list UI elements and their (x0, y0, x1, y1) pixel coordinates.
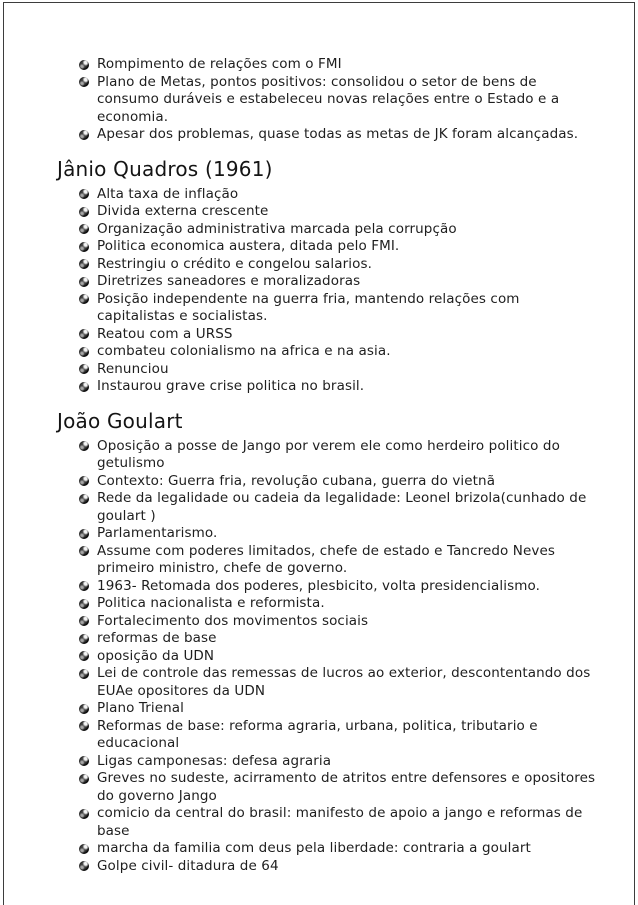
section-heading: Jânio Quadros (1961) (57, 156, 273, 181)
list-item (79, 126, 597, 144)
yin-yang-ball-bullet-icon (79, 277, 89, 287)
list-item-text: Lei de controle das remessas de lucros ao exterior, descontentando dos EUAe opositores da UDN (97, 665, 591, 699)
list-item-text: Parlamentarismo. (97, 525, 218, 541)
list-item-text: reformas de base (97, 630, 217, 646)
list-item (79, 770, 597, 805)
yin-yang-ball-bullet-icon (79, 329, 89, 339)
list-item-text: Ligas camponesas: defesa agraria (97, 752, 332, 769)
yin-yang-ball-bullet-icon (79, 189, 89, 199)
yin-yang-ball-bullet-icon (79, 441, 89, 451)
list-item-text: comicio da central do brasil: manifesto de apoio a jango e reformas de base (97, 805, 583, 839)
yin-yang-ball-bullet-icon (79, 207, 89, 217)
list-item (79, 805, 597, 840)
list-item-text: Fortalecimento dos movimentos sociais (97, 612, 369, 629)
list-item-text: Greves no sudeste, acirramento de atritos entre defensores e opositores do governo Jango (97, 770, 596, 804)
yin-yang-ball-bullet-icon (79, 546, 89, 556)
list-item (79, 361, 597, 379)
yin-yang-ball-bullet-icon (79, 130, 89, 140)
yin-yang-ball-bullet-icon (79, 599, 89, 609)
yin-yang-ball-bullet-icon (79, 476, 89, 486)
yin-yang-ball-bullet-icon (79, 224, 89, 234)
list-item-text: Renunciou (97, 360, 169, 377)
yin-yang-ball-bullet-icon (79, 616, 89, 626)
list-item (79, 378, 597, 396)
list-item-text: Alta taxa de inflação (97, 185, 239, 202)
list-item-text: Rompimento de relações com o FMI (97, 56, 342, 72)
list-item-text: Divida externa crescente (97, 203, 269, 219)
section-0 (57, 56, 597, 144)
list-item (79, 256, 597, 274)
list-item (79, 291, 597, 326)
list-item-text: Organização administrativa marcada pela corrupção (97, 220, 457, 237)
list-item (79, 665, 597, 700)
yin-yang-ball-bullet-icon (79, 861, 89, 871)
yin-yang-ball-bullet-icon (79, 60, 89, 70)
document-content (57, 56, 597, 885)
yin-yang-ball-bullet-icon (79, 529, 89, 539)
list-item-text: Plano Trienal (97, 700, 185, 716)
yin-yang-ball-bullet-icon (79, 581, 89, 591)
bullet-list (57, 438, 597, 876)
list-item (79, 525, 597, 543)
list-item (79, 578, 597, 596)
list-item-text: Reformas de base: reforma agraria, urbana, politica, tributario e educacional (97, 717, 538, 751)
list-item-text: marcha da familia com deus pela liberdade: contraria a goulart (97, 840, 531, 856)
list-item-text: combateu colonialismo na africa e na asia. (97, 343, 391, 359)
yin-yang-ball-bullet-icon (79, 382, 89, 392)
list-item (79, 490, 597, 525)
list-item-text: Politica economica austera, ditada pelo FMI. (97, 238, 400, 254)
yin-yang-ball-bullet-icon (79, 77, 89, 87)
list-item (79, 648, 597, 666)
list-item-text: Diretrizes saneadores e moralizadoras (97, 273, 361, 289)
list-item-text: Oposição a posse de Jango por verem ele como herdeiro politico do getulismo (97, 437, 560, 471)
list-item-text: Contexto: Guerra fria, revolução cubana, guerra do vietnã (97, 472, 496, 489)
yin-yang-ball-bullet-icon (79, 774, 89, 784)
list-item-text: Reatou com a URSS (97, 325, 233, 342)
list-item (79, 858, 597, 876)
list-item (79, 343, 597, 361)
list-item (79, 473, 597, 491)
yin-yang-ball-bullet-icon (79, 242, 89, 252)
section-1 (57, 157, 597, 396)
list-item-text: Politica nacionalista e reformista. (97, 595, 325, 611)
yin-yang-ball-bullet-icon (79, 756, 89, 766)
list-item (79, 718, 597, 753)
section-heading: João Goulart (57, 408, 183, 433)
list-item (79, 56, 597, 74)
list-item-text: Golpe civil- ditadura de 64 (97, 857, 279, 874)
list-item-text: oposição da UDN (97, 647, 215, 664)
list-item (79, 273, 597, 291)
list-item-text: Rede da legalidade ou cadeia da legalidade: Leonel brizola(cunhado de goulart ) (97, 490, 587, 524)
list-item (79, 700, 597, 718)
list-item (79, 840, 597, 858)
bullet-list (57, 186, 597, 396)
list-item-text: Apesar dos problemas, quase todas as metas de JK foram alcançadas. (97, 126, 579, 142)
list-item (79, 238, 597, 256)
list-item (79, 613, 597, 631)
list-item (79, 543, 597, 578)
list-item-text: Posição independente na guerra fria, mantendo relações com capitalistas e socialistas. (97, 290, 520, 324)
list-item (79, 221, 597, 239)
list-item-text: 1963- Retomada dos poderes, plesbicito, volta presidencialismo. (97, 577, 540, 594)
yin-yang-ball-bullet-icon (79, 844, 89, 854)
yin-yang-ball-bullet-icon (79, 669, 89, 679)
yin-yang-ball-bullet-icon (79, 494, 89, 504)
yin-yang-ball-bullet-icon (79, 294, 89, 304)
list-item (79, 74, 597, 127)
yin-yang-ball-bullet-icon (79, 809, 89, 819)
yin-yang-ball-bullet-icon (79, 634, 89, 644)
list-item-text: Assume com poderes limitados, chefe de estado e Tancredo Neves primeiro ministro, chefe de governo. (97, 542, 556, 576)
bullet-list (57, 56, 597, 144)
yin-yang-ball-bullet-icon (79, 364, 89, 374)
list-item-text: Plano de Metas, pontos positivos: consolidou o setor de bens de consumo duráveis e estabeleceu novas relações entre o Estado e a economia. (97, 73, 560, 125)
list-item (79, 753, 597, 771)
list-item (79, 438, 597, 473)
list-item (79, 186, 597, 204)
list-item (79, 203, 597, 221)
list-item-text: Instaurou grave crise politica no brasil. (97, 378, 365, 394)
yin-yang-ball-bullet-icon (79, 721, 89, 731)
list-item (79, 595, 597, 613)
yin-yang-ball-bullet-icon (79, 347, 89, 357)
section-2 (57, 409, 597, 876)
yin-yang-ball-bullet-icon (79, 704, 89, 714)
yin-yang-ball-bullet-icon (79, 651, 89, 661)
list-item (79, 326, 597, 344)
yin-yang-ball-bullet-icon (79, 259, 89, 269)
list-item (79, 630, 597, 648)
list-item-text: Restringiu o crédito e congelou salarios. (97, 255, 373, 272)
